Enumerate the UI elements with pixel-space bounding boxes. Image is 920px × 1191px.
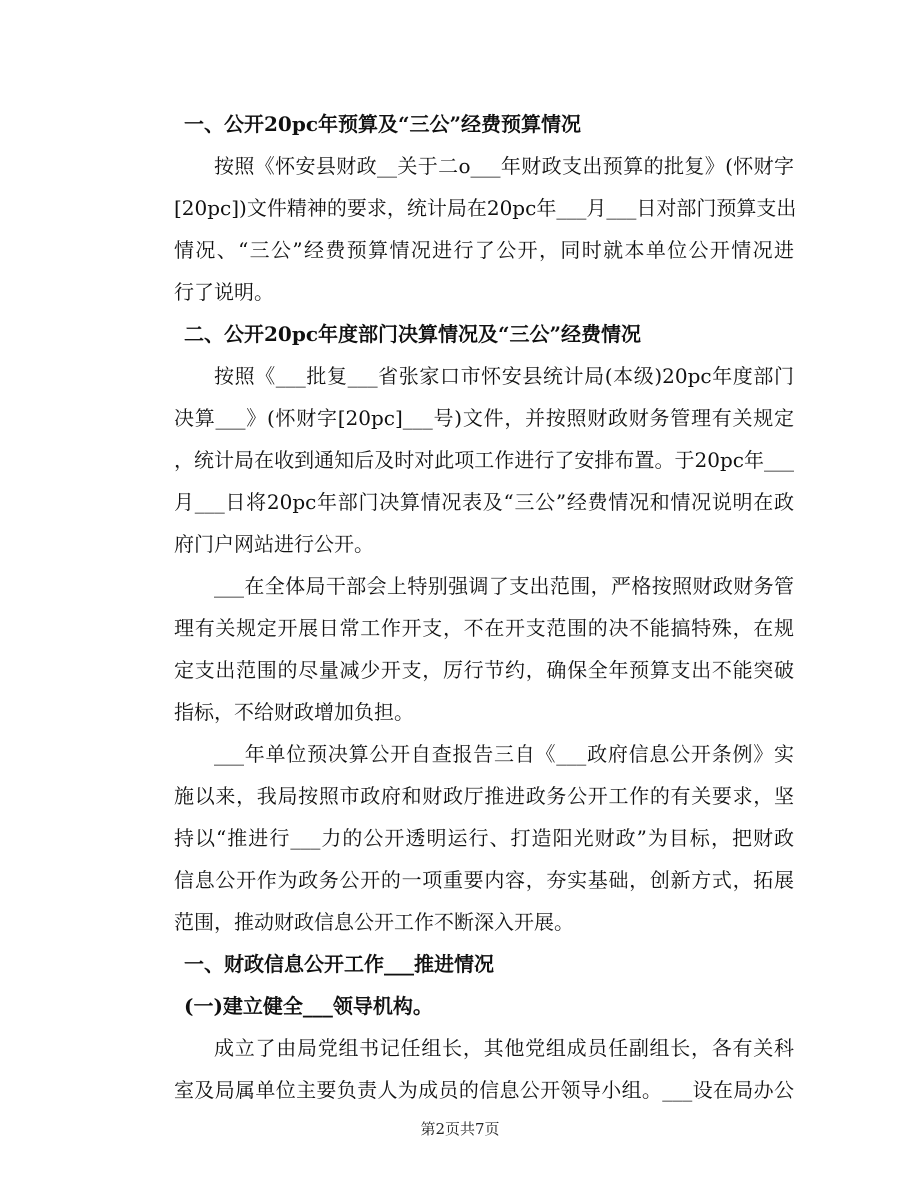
paragraph-line: 室及局属单位主要负责人为成员的信息公开领导小组。___设在局办公: [174, 1078, 794, 1102]
document-body: [174, 103, 797, 1111]
paragraph-line: ___年单位预决算公开自查报告三自《___政府信息公开条例》实: [214, 742, 794, 766]
paragraph-line: 定支出范围的尽量减少开支，厉行节约，确保全年预算支出不能突破: [174, 658, 794, 682]
section-heading: 二、公开20pc年度部门决算情况及“三公”经费情况: [184, 322, 642, 346]
paragraph-line: 范围，推动财政信息公开工作不断深入开展。: [174, 910, 574, 934]
paragraph-line: 府门户网站进行公开。: [174, 532, 374, 556]
paragraph-line: 行了说明。: [174, 280, 274, 304]
paragraph-line: 按照《___批复___省张家口市怀安县统计局(本级)20pc年度部门: [214, 364, 794, 388]
section-heading: (一)建立健全___领导机构。: [184, 994, 433, 1018]
paragraph-line: 决算___》(怀财字[20pc]___号)文件，并按照财政财务管理有关规定: [174, 406, 794, 430]
paragraph-line: 理有关规定开展日常工作开支，不在开支范围的决不能搞特殊，在规: [174, 616, 794, 640]
paragraph-line: 月___日将20pc年部门决算情况表及“三公”经费情况和情况说明在政: [174, 490, 794, 514]
paragraph-line: 持以“推进行___力的公开透明运行、打造阳光财政”为目标，把财政: [174, 826, 794, 850]
paragraph-line: 成立了由局党组书记任组长，其他党组成员任副组长，各有关科: [214, 1036, 794, 1060]
section-heading: 一、财政信息公开工作___推进情况: [184, 952, 494, 976]
paragraph-line: ___在全体局干部会上特别强调了支出范围，严格按照财政财务管: [214, 574, 794, 598]
paragraph-line: ，统计局在收到通知后及时对此项工作进行了安排布置。于20pc年___: [174, 448, 794, 472]
paragraph-line: 施以来，我局按照市政府和财政厅推进政务公开工作的有关要求，坚: [174, 784, 794, 808]
section-heading: 一、公开20pc年预算及“三公”经费预算情况: [184, 112, 582, 136]
page-number-footer: 第2页共7页: [420, 1120, 500, 1138]
paragraph-line: 按照《怀安县财政__关于二o___年财政支出预算的批复》(怀财字: [214, 154, 794, 178]
paragraph-line: 指标，不给财政增加负担。: [174, 700, 414, 724]
paragraph-line: 信息公开作为政务公开的一项重要内容，夯实基础，创新方式，拓展: [174, 868, 794, 892]
paragraph-line: 情况、“三公”经费预算情况进行了公开，同时就本单位公开情况进: [174, 238, 794, 262]
paragraph-line: [20pc])文件精神的要求，统计局在20pc年___月___日对部门预算支出: [174, 196, 797, 220]
